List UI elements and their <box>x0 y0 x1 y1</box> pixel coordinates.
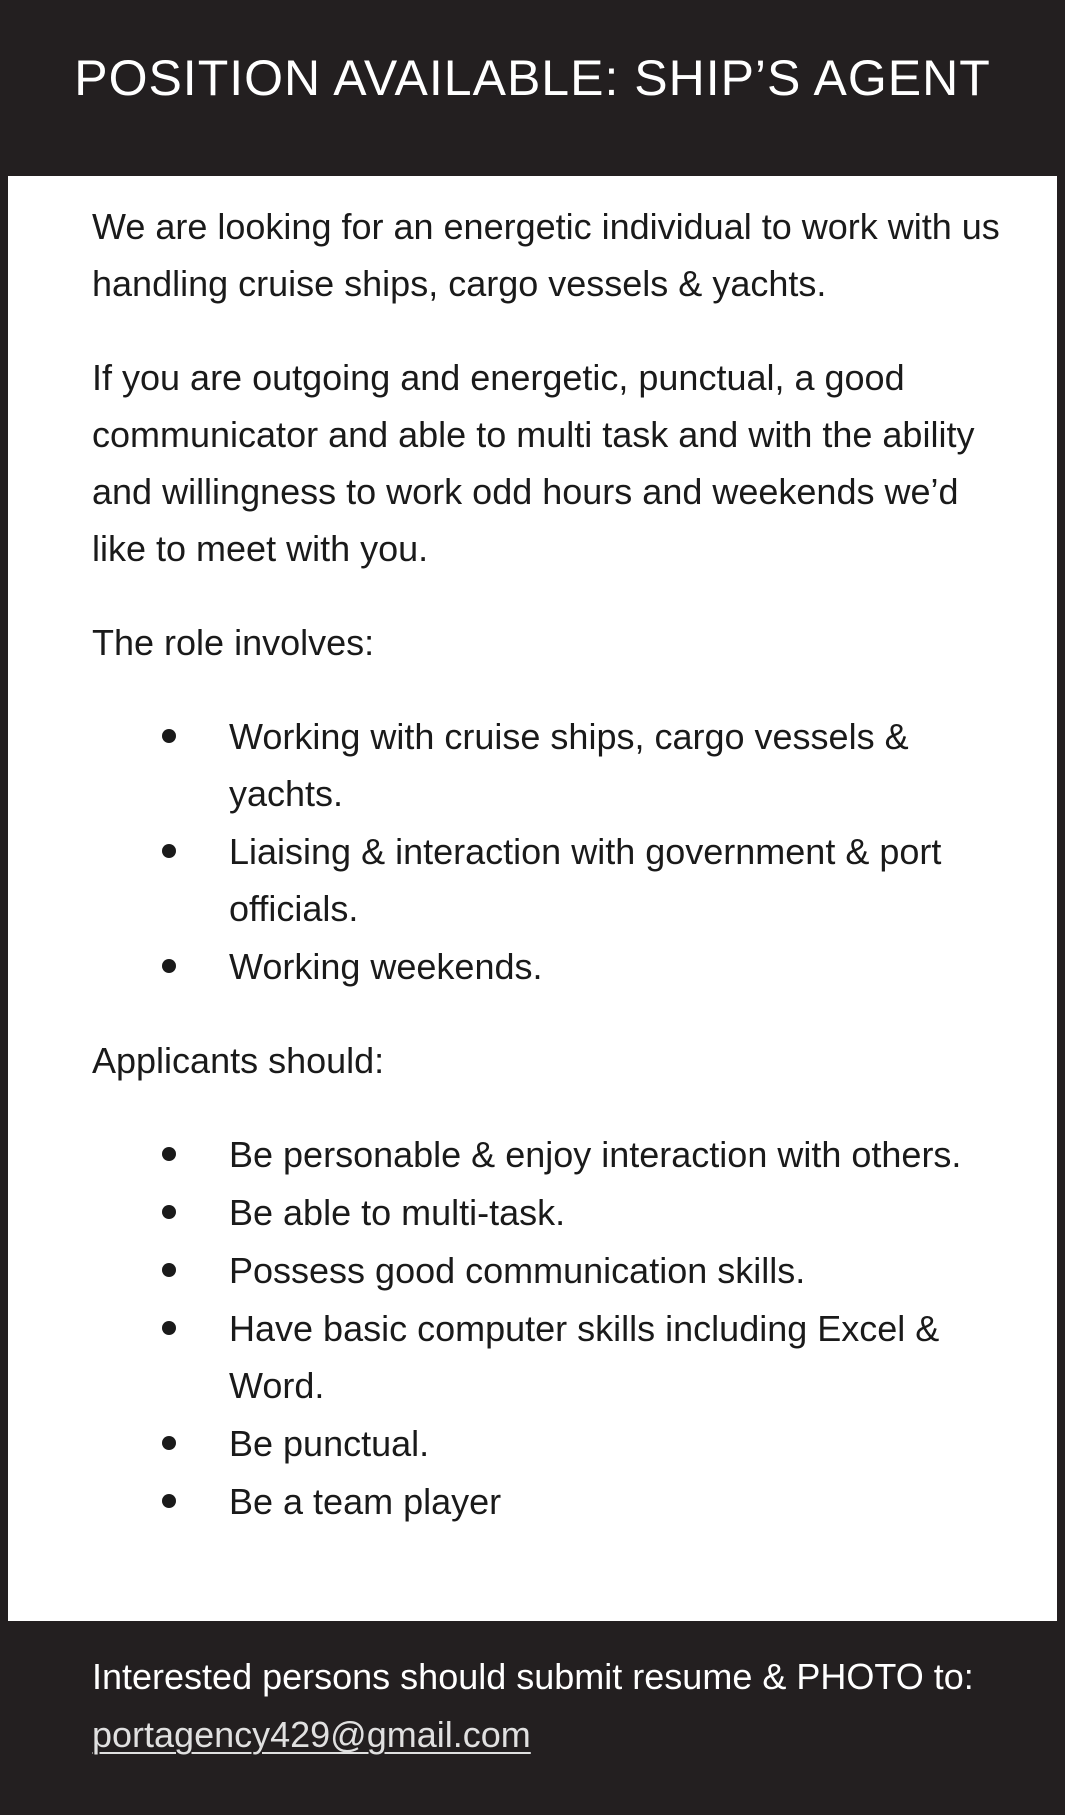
list-item <box>92 823 989 937</box>
content-body <box>92 198 1012 1567</box>
role-heading: The role involves: <box>92 622 375 663</box>
list-item-text: Be personable & enjoy interaction with others. <box>229 1134 962 1175</box>
applicants-heading: Applicants should: <box>92 1040 385 1081</box>
list-item-text: Working with cruise ships, cargo vessels & yachts. <box>229 716 909 814</box>
bullet-icon <box>162 1147 176 1161</box>
bullet-icon <box>162 1436 176 1450</box>
list-item-text: Possess good communication skills. <box>229 1250 806 1291</box>
bullet-icon <box>162 1205 176 1219</box>
applicant-list <box>92 1126 1012 1530</box>
list-item <box>92 1300 989 1414</box>
bullet-icon <box>162 1263 176 1277</box>
list-item-text: Have basic computer skills including Excel & Word. <box>229 1308 940 1406</box>
list-item <box>92 1242 989 1299</box>
intro-paragraph: We are looking for an energetic individual to work with us handling cruise ships, cargo vessels & yachts. <box>92 206 1000 304</box>
contact-text: Interested persons should submit resume & PHOTO to: <box>92 1656 974 1697</box>
contact-footer <box>92 1648 1012 1764</box>
qualities-paragraph: If you are outgoing and energetic, punctual, a good communicator and able to multi task and with the ability and willingness to work odd hours and weekends we’d like to meet with you. <box>92 357 975 569</box>
list-item-text: Liaising & interaction with government & port officials. <box>229 831 942 929</box>
list-item-text: Be a team player <box>229 1481 502 1522</box>
bullet-icon <box>162 1321 176 1335</box>
list-item <box>92 938 989 995</box>
email-link[interactable]: portagency429@gmail.com <box>92 1714 531 1755</box>
bullet-icon <box>162 844 176 858</box>
list-item-text: Be punctual. <box>229 1423 430 1464</box>
role-list <box>92 708 1012 995</box>
header-banner <box>0 0 1065 176</box>
list-item <box>92 1415 989 1472</box>
bullet-icon <box>162 1494 176 1508</box>
list-item-text: Be able to multi-task. <box>229 1192 566 1233</box>
page-title: POSITION AVAILABLE: SHIP’S AGENT <box>74 50 991 106</box>
list-item <box>92 1184 989 1241</box>
bullet-icon <box>162 959 176 973</box>
bullet-icon <box>162 729 176 743</box>
content-panel <box>8 176 1057 1621</box>
list-item-text: Working weekends. <box>229 946 543 987</box>
list-item <box>92 1473 989 1530</box>
list-item <box>92 708 989 822</box>
list-item <box>92 1126 989 1183</box>
